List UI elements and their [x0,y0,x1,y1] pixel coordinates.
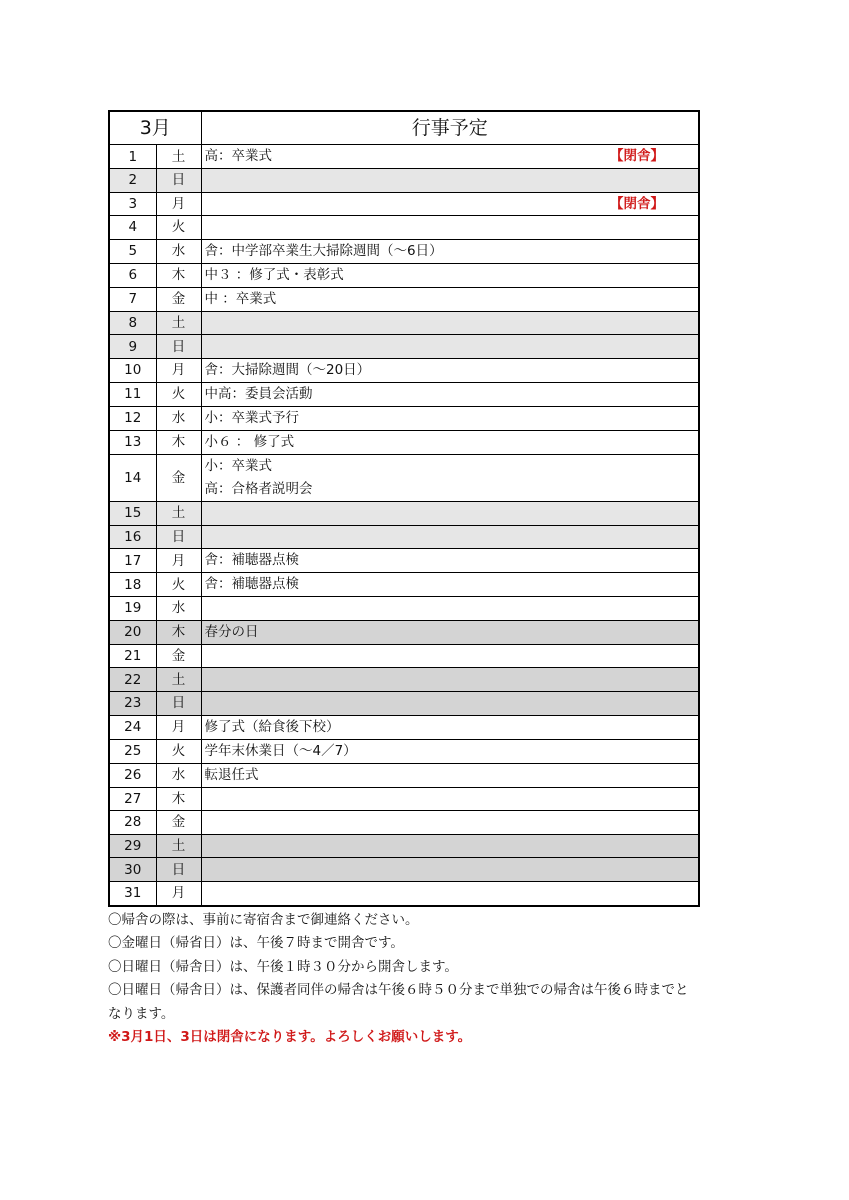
table-row [109,430,699,454]
table-row [109,525,699,549]
table-row [109,145,699,169]
event-cell [201,406,699,430]
note-line: 〇日曜日（帰舎日）は、保護者同伴の帰舎は午後６時５０分まで単独での帰舎は午後６時までとなります。 [108,982,689,1022]
weekday: 火 [156,382,201,406]
weekday: 土 [156,834,201,858]
note-line: 〇帰舎の際は、事前に寄宿舎まで御連絡ください。 [108,911,419,928]
weekday: 水 [156,406,201,430]
day-number: 11 [109,382,156,406]
weekday: 火 [156,216,201,240]
schedule-sheet [108,110,698,1050]
event-cell [201,145,699,169]
event-text: 中高：委員会活動 [204,385,313,402]
event-cell [201,430,699,454]
event-text: 中 ：卒業式 [204,290,277,307]
day-number: 15 [109,501,156,525]
weekday: 土 [156,668,201,692]
weekday: 金 [156,811,201,835]
closure-badge: 【閉舎】 [610,195,664,212]
weekday: 金 [156,454,201,501]
event-cell [201,501,699,525]
table-row [109,811,699,835]
day-number: 21 [109,644,156,668]
weekday: 月 [156,549,201,573]
table-row [109,454,699,501]
day-number: 31 [109,881,156,905]
table-row [109,668,699,692]
weekday: 木 [156,787,201,811]
event-cell [201,620,699,644]
event-text: 学年末休業日（～4／7） [204,742,357,759]
table-row [109,573,699,597]
weekday: 火 [156,573,201,597]
event-cell [201,549,699,573]
event-cell [201,382,699,406]
event-cell [201,454,699,501]
event-text: 転退任式 [204,766,259,783]
event-text: 小：卒業式 [204,457,272,474]
day-number: 9 [109,335,156,359]
table-row [109,763,699,787]
table-row [109,620,699,644]
event-cell [201,358,699,382]
weekday: 月 [156,358,201,382]
event-text: 高：卒業式 [204,148,272,164]
table-row [109,406,699,430]
day-number: 30 [109,858,156,882]
table-row [109,881,699,905]
weekday: 月 [156,881,201,905]
table-row [109,787,699,811]
day-number: 26 [109,763,156,787]
day-number: 25 [109,739,156,763]
table-row [109,263,699,287]
note-line: 〇日曜日（帰舎日）は、午後１時３０分から開舎します。 [108,958,458,975]
table-row [109,858,699,882]
day-number: 20 [109,620,156,644]
event-text: 中３ ：修了式・表彰式 [204,266,344,283]
weekday: 土 [156,311,201,335]
event-cell [201,573,699,597]
day-number: 27 [109,787,156,811]
table-row [109,287,699,311]
table-row [109,501,699,525]
weekday: 月 [156,192,201,216]
schedule-title: 行事予定 [201,111,699,145]
weekday: 土 [156,145,201,169]
day-number: 2 [109,169,156,193]
weekday: 月 [156,715,201,739]
day-number: 4 [109,216,156,240]
event-cell [201,597,699,621]
weekday: 火 [156,739,201,763]
day-number: 22 [109,668,156,692]
event-cell [201,335,699,359]
event-text: 春分の日 [204,623,259,640]
weekday: 日 [156,691,201,715]
table-row [109,549,699,573]
event-text: 小６ ： 修了式 [204,433,295,450]
month-header: 3月 [109,111,201,145]
event-cell [201,311,699,335]
weekday: 日 [156,525,201,549]
day-number: 14 [109,454,156,501]
event-cell [201,525,699,549]
event-text: 舎：補聴器点検 [204,552,299,569]
table-row [109,335,699,359]
table-row [109,216,699,240]
event-cell [201,739,699,763]
event-cell [201,834,699,858]
weekday: 金 [156,287,201,311]
event-text: 舎：中学部卒業生大掃除週間（～6日） [204,242,443,259]
day-number: 18 [109,573,156,597]
table-row [109,382,699,406]
weekday: 木 [156,620,201,644]
table-row [109,644,699,668]
table-row [109,691,699,715]
day-number: 24 [109,715,156,739]
event-cell [201,691,699,715]
event-cell [201,216,699,240]
event-cell [201,881,699,905]
event-cell [201,239,699,263]
day-number: 19 [109,597,156,621]
day-number: 29 [109,834,156,858]
table-row [109,192,699,216]
weekday: 日 [156,335,201,359]
day-number: 28 [109,811,156,835]
day-number: 10 [109,358,156,382]
day-number: 8 [109,311,156,335]
day-number: 23 [109,691,156,715]
event-cell [201,192,699,216]
weekday: 土 [156,501,201,525]
notes-section [108,909,698,1051]
event-cell [201,644,699,668]
day-number: 13 [109,430,156,454]
table-row [109,311,699,335]
day-number: 12 [109,406,156,430]
event-cell [201,858,699,882]
table-row [109,358,699,382]
event-text: 修了式（給食後下校） [204,718,340,735]
event-cell [201,668,699,692]
event-cell [201,263,699,287]
day-number: 17 [109,549,156,573]
event-text: 高：合格者説明会 [204,480,313,497]
table-row [109,239,699,263]
weekday: 水 [156,239,201,263]
day-number: 6 [109,263,156,287]
weekday: 木 [156,430,201,454]
weekday: 日 [156,858,201,882]
event-text: 舎：補聴器点検 [204,576,299,593]
weekday: 木 [156,263,201,287]
event-cell [201,811,699,835]
note-line: 〇金曜日（帰省日）は、午後７時まで開舎です。 [108,935,404,952]
day-number: 7 [109,287,156,311]
event-cell [201,287,699,311]
day-number: 1 [109,145,156,169]
day-number: 3 [109,192,156,216]
schedule-table [108,110,700,907]
table-row [109,739,699,763]
closure-badge: 【閉舎】 [610,148,664,164]
event-text: 小：卒業式予行 [204,409,299,426]
weekday: 水 [156,763,201,787]
table-row [109,169,699,193]
day-number: 5 [109,239,156,263]
event-cell [201,763,699,787]
table-row [109,715,699,739]
table-row [109,597,699,621]
event-cell [201,169,699,193]
schedule-rows [109,145,699,906]
table-header-row [109,111,699,145]
table-row [109,834,699,858]
closure-alert: ※3月1日、3日は閉舎になります。よろしくお願いします。 [108,1029,472,1046]
event-cell [201,715,699,739]
day-number: 16 [109,525,156,549]
event-text: 舎：大掃除週間（～20日） [204,361,371,378]
weekday: 水 [156,597,201,621]
weekday: 日 [156,169,201,193]
event-cell [201,787,699,811]
weekday: 金 [156,644,201,668]
